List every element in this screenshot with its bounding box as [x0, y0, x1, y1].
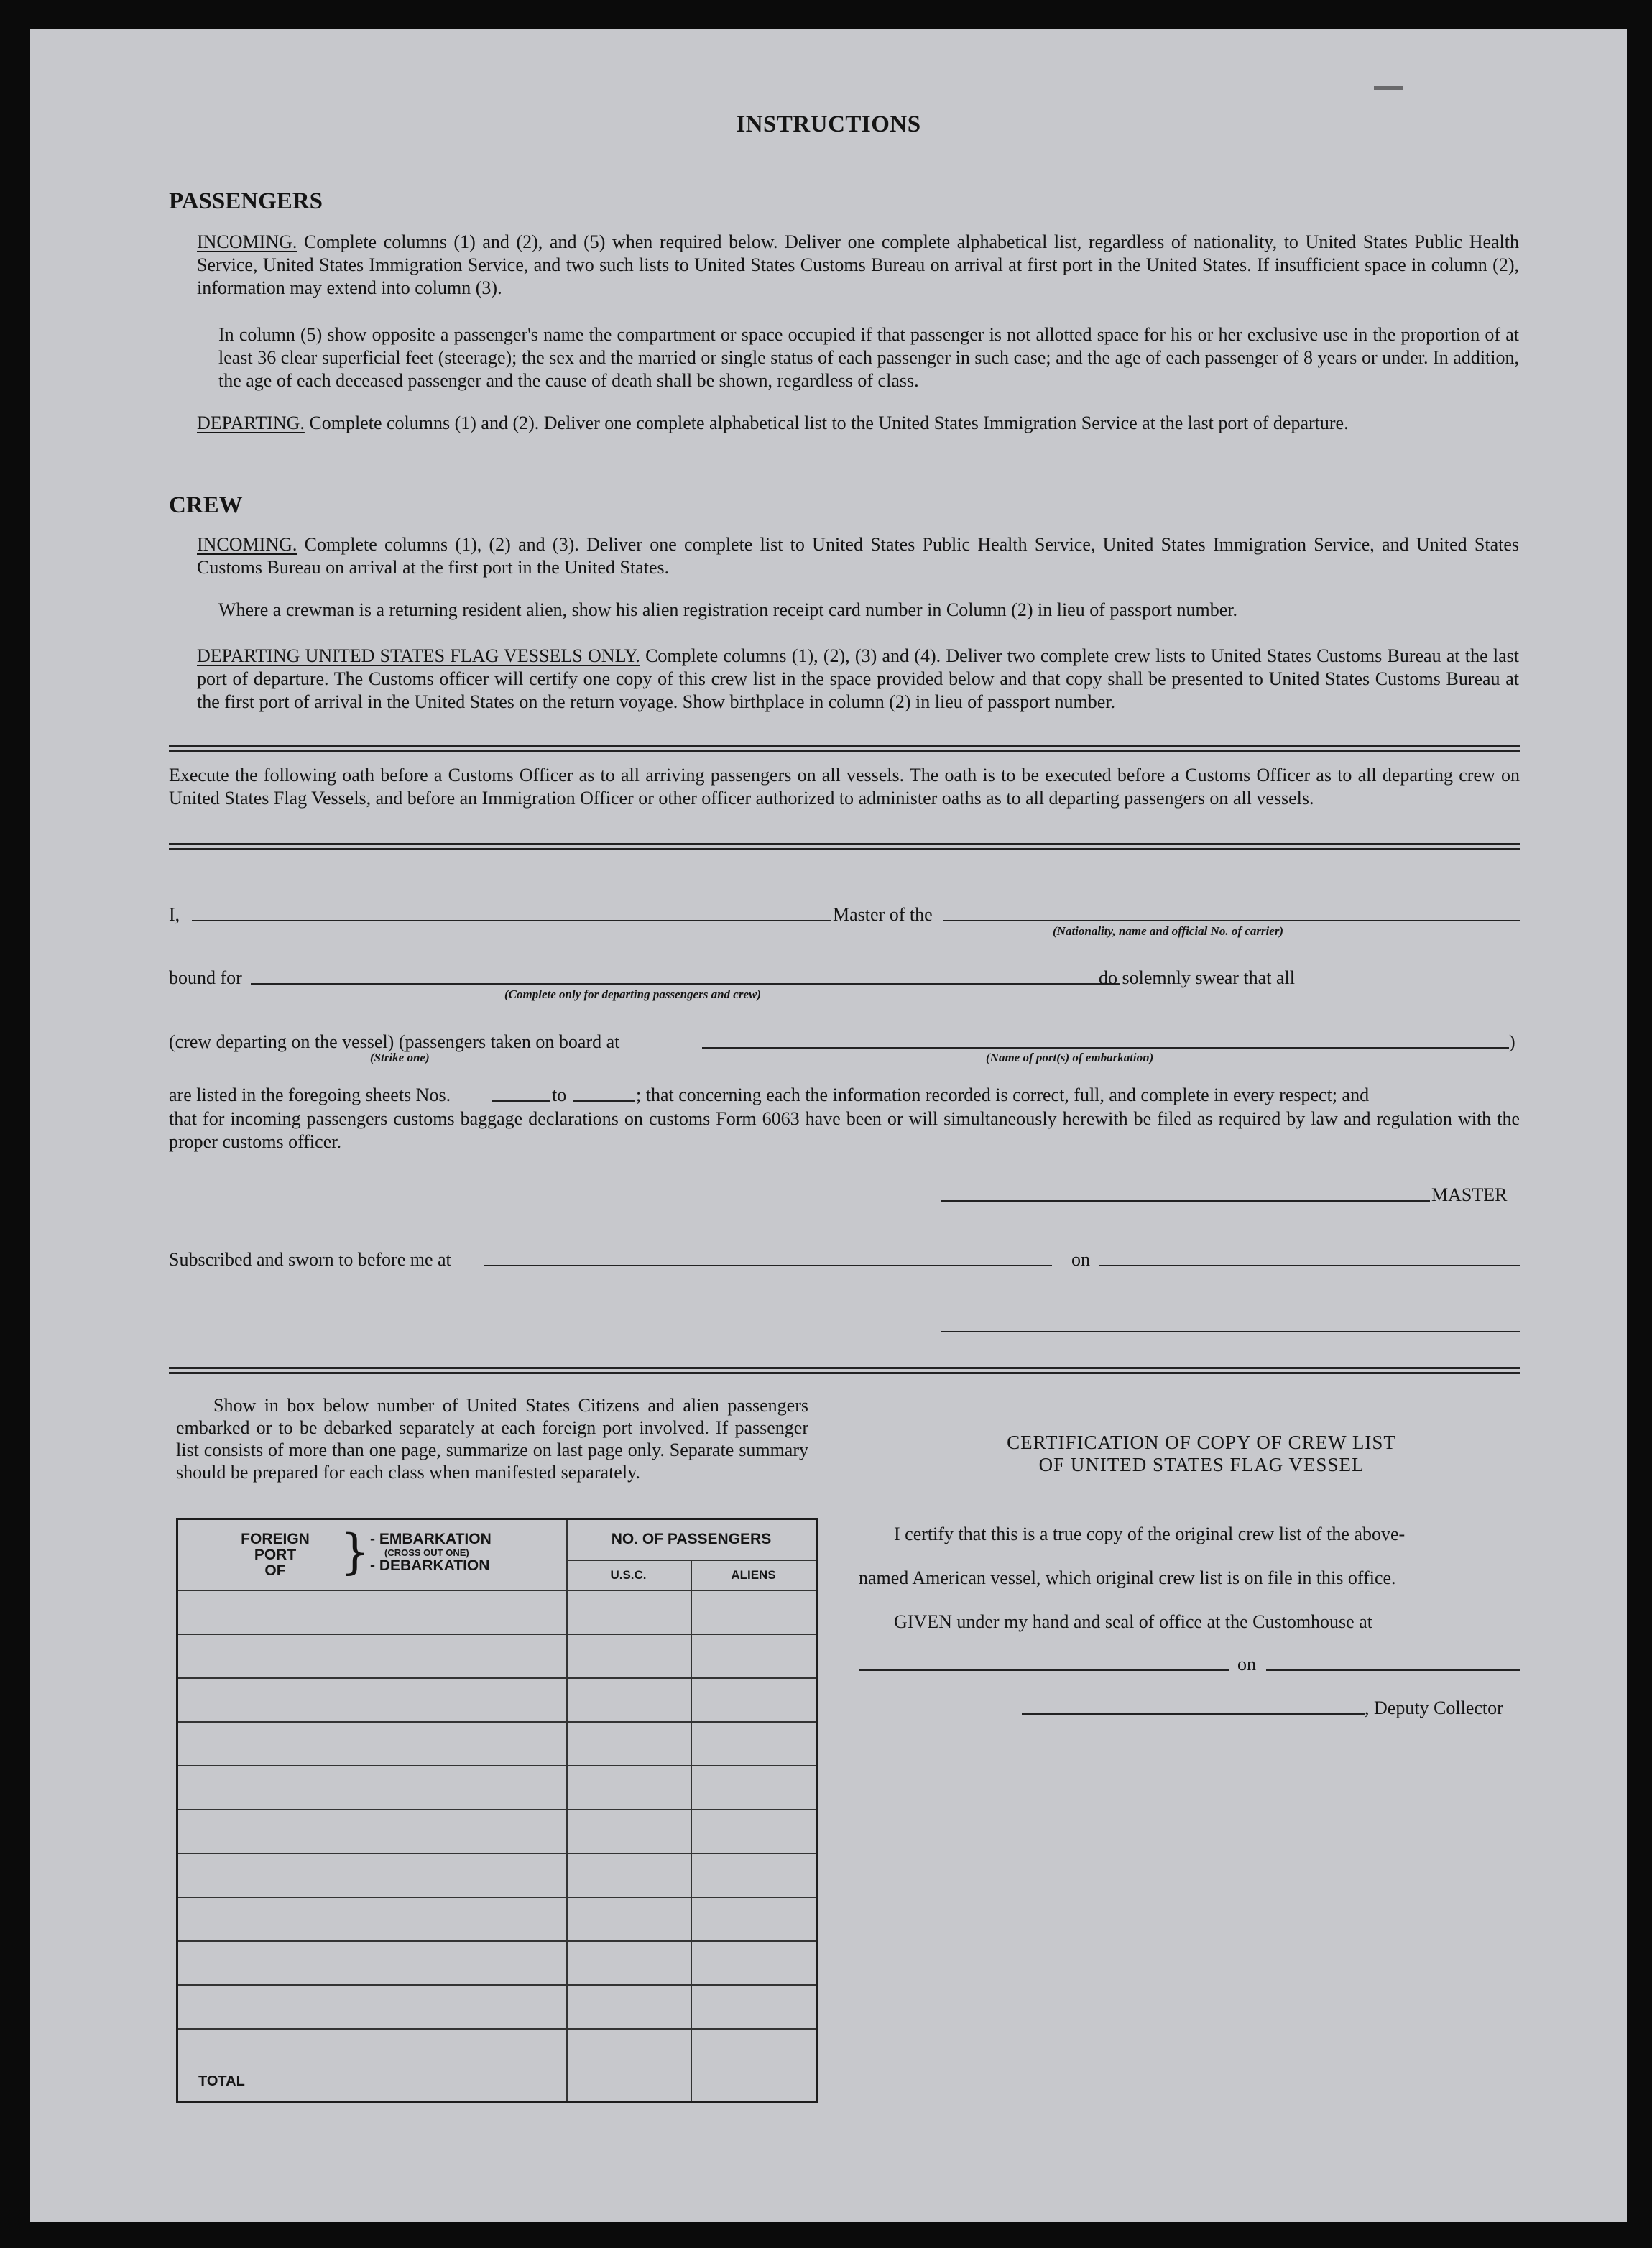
certify-date-field[interactable] — [1266, 1669, 1520, 1671]
oath-i-label: I, — [169, 904, 180, 925]
certification-title-line: CERTIFICATION OF COPY OF CREW LIST — [1007, 1432, 1396, 1453]
table-col-divider — [691, 1560, 692, 2101]
bound-for-caption: (Complete only for departing passengers and crew) — [504, 987, 761, 1001]
page-title: INSTRUCTIONS — [736, 111, 921, 137]
table-row — [178, 1721, 816, 1723]
crew-incoming-label: INCOMING. — [197, 534, 297, 555]
customhouse-field[interactable] — [859, 1669, 1229, 1671]
deputy-collector-label: , Deputy Collector — [1365, 1697, 1503, 1718]
certify-line-2: named American vessel, which original crew list is on file in this office. — [859, 1567, 1396, 1588]
certification-title-line: OF UNITED STATES FLAG VESSEL — [1038, 1454, 1365, 1475]
crew-resident-alien: Where a crewman is a returning resident alien, show his alien registration receipt card number in Column (2) in lieu of passport number. — [218, 599, 1238, 620]
form-sheet — [30, 29, 1627, 2222]
table-row — [178, 1634, 816, 1635]
embarkation-header — [370, 1531, 492, 1574]
sworn-at-field[interactable] — [484, 1265, 1052, 1266]
table-header-divider — [566, 1560, 816, 1561]
foreign-port-text: OF — [264, 1562, 286, 1579]
crew-departing — [197, 645, 1519, 714]
aliens-header: ALIENS — [731, 1568, 776, 1582]
subscribed-label: Subscribed and sworn to before me at — [169, 1249, 451, 1270]
passenger-summary-table — [176, 1518, 818, 2103]
crew-heading: CREW — [169, 492, 243, 518]
table-row — [178, 1590, 816, 1591]
debarkation-label: - DEBARKATION — [370, 1557, 490, 1574]
passengers-incoming-label: INCOMING. — [197, 231, 297, 252]
strike-one-caption: (Strike one) — [370, 1051, 430, 1064]
swear-label: do solemnly swear that all — [1099, 967, 1295, 988]
crew-passengers-label: (crew departing on the vessel) (passengers taken on board at — [169, 1031, 620, 1052]
divider — [169, 1367, 1520, 1374]
divider — [169, 745, 1520, 752]
certify-on-label: on — [1237, 1654, 1256, 1675]
passengers-departing-label: DEPARTING. — [197, 413, 305, 433]
foreign-port-text: PORT — [254, 1547, 297, 1563]
table-col-divider — [566, 1520, 568, 2101]
officer-signature-field[interactable] — [941, 1331, 1520, 1332]
master-name-field[interactable] — [192, 920, 831, 921]
no-passengers-header: NO. OF PASSENGERS — [611, 1531, 772, 1547]
master-signature-label: MASTER — [1431, 1184, 1508, 1205]
oath-instructions: Execute the following oath before a Customs Officer as to all arriving passengers on all vessels. The oath is to be executed before a Customs Officer as to all departing crew on United States Flag Vessels, and before an Immigration Officer or other officer authorized to administer oaths as to all departing passengers on all vessels. — [169, 765, 1520, 809]
corner-mark — [1374, 86, 1403, 90]
listed-text: ; that concerning each the information recorded is correct, full, and complete in every respect; and — [636, 1084, 1370, 1105]
listed-sheets-label: are listed in the foregoing sheets Nos. — [169, 1084, 451, 1105]
passengers-departing-text: Complete columns (1) and (2). Deliver one complete alphabetical list to the United States Immigration Service at the last port of departure. — [309, 413, 1349, 433]
carrier-field[interactable] — [943, 920, 1520, 921]
embarkation-label: - EMBARKATION — [370, 1531, 492, 1547]
sworn-date-field[interactable] — [1099, 1265, 1520, 1266]
sheet-from-field[interactable] — [492, 1100, 550, 1102]
brace-icon: } — [340, 1524, 370, 1580]
bound-for-field[interactable] — [251, 983, 1120, 985]
passengers-incoming-text: Complete columns (1) and (2), and (5) when required below. Deliver one complete alphabetical list, regardless of nationality, to United States Public Health Service, United States Immigration Service, and two such lists to United States Customs Bureau on arrival at first port in the United States. If insufficient space in column (2), information may extend into column (3). — [197, 231, 1519, 298]
usc-header: U.S.C. — [610, 1568, 647, 1582]
deputy-signature-field[interactable] — [1022, 1713, 1365, 1715]
total-label: TOTAL — [198, 2073, 245, 2089]
summary-instructions: Show in box below number of United States Citizens and alien passengers embarked or to be debarked separately at each foreign port involved. If passenger list consists of more than one page, summarize on last page only. Separate summary should be prepared for each class when manifested separately. — [176, 1395, 808, 1483]
table-row — [178, 1765, 816, 1766]
master-of-label: Master of the — [833, 904, 933, 925]
table-row — [178, 1897, 816, 1898]
listed-text-continued: that for incoming passengers customs baggage declarations on customs Form 6063 have been or will simultaneously herewith be filed as required by law and regulation with the proper customs officer. — [169, 1108, 1520, 1152]
certify-line-3: GIVEN under my hand and seal of office at the Customhouse at — [894, 1611, 1372, 1632]
embarkation-ports-field[interactable] — [702, 1047, 1509, 1049]
crew-departing-text: Complete columns (1), (2), (3) and (4). Deliver two complete crew lists to United States Customs Bureau at the last port of departure. The Customs officer will certify one copy of this crew list in the space provided below and that copy shall be presented to United States Customs Bureau at the first port of arrival in the United States on the return voyage. Show birthplace in column (2) in lieu of passport number. — [197, 645, 1520, 712]
foreign-port-text: FOREIGN — [241, 1531, 310, 1547]
table-row — [178, 1853, 816, 1854]
master-signature-field[interactable] — [941, 1200, 1430, 1202]
sworn-on-label: on — [1071, 1249, 1090, 1270]
certification-title — [864, 1432, 1539, 1476]
table-row — [178, 1809, 816, 1810]
passengers-heading: PASSENGERS — [169, 188, 323, 214]
crew-incoming-text: Complete columns (1), (2) and (3). Deliver one complete list to United States Public Health Service, United States Immigration Service, and United States Customs Bureau on arrival at the first port in the United States. — [197, 534, 1519, 578]
crew-departing-label: DEPARTING UNITED STATES FLAG VESSELS ONLY. — [197, 645, 640, 666]
listed-to-label: to — [552, 1084, 567, 1105]
certify-line-1: I certify that this is a true copy of the original crew list of the above- — [894, 1524, 1406, 1544]
table-row — [178, 1940, 816, 1942]
passengers-departing — [197, 412, 1519, 435]
crew-incoming — [197, 533, 1519, 579]
cross-out-label: (CROSS OUT ONE) — [384, 1547, 469, 1558]
table-row — [178, 1984, 816, 1986]
passengers-incoming — [197, 231, 1519, 300]
bound-for-label: bound for — [169, 967, 242, 988]
passengers-column5: In column (5) show opposite a passenger's name the compartment or space occupied if that passenger is not allotted space for his or her exclusive use in the proportion of at least 36 clear superficial feet (steerage); the sex and the married or single status of each passenger in such case; and the age of each passenger of 8 years or under. In addition, the age of each deceased passenger and the cause of death shall be shown, regardless of class. — [218, 324, 1519, 391]
table-row — [178, 2028, 816, 2030]
close-paren: ) — [1509, 1031, 1515, 1052]
ports-caption: (Name of port(s) of embarkation) — [986, 1051, 1154, 1064]
divider — [169, 843, 1520, 850]
carrier-caption: (Nationality, name and official No. of carrier) — [1053, 924, 1284, 938]
sheet-to-field[interactable] — [573, 1100, 635, 1102]
table-row — [178, 1677, 816, 1679]
foreign-port-header — [221, 1531, 329, 1579]
